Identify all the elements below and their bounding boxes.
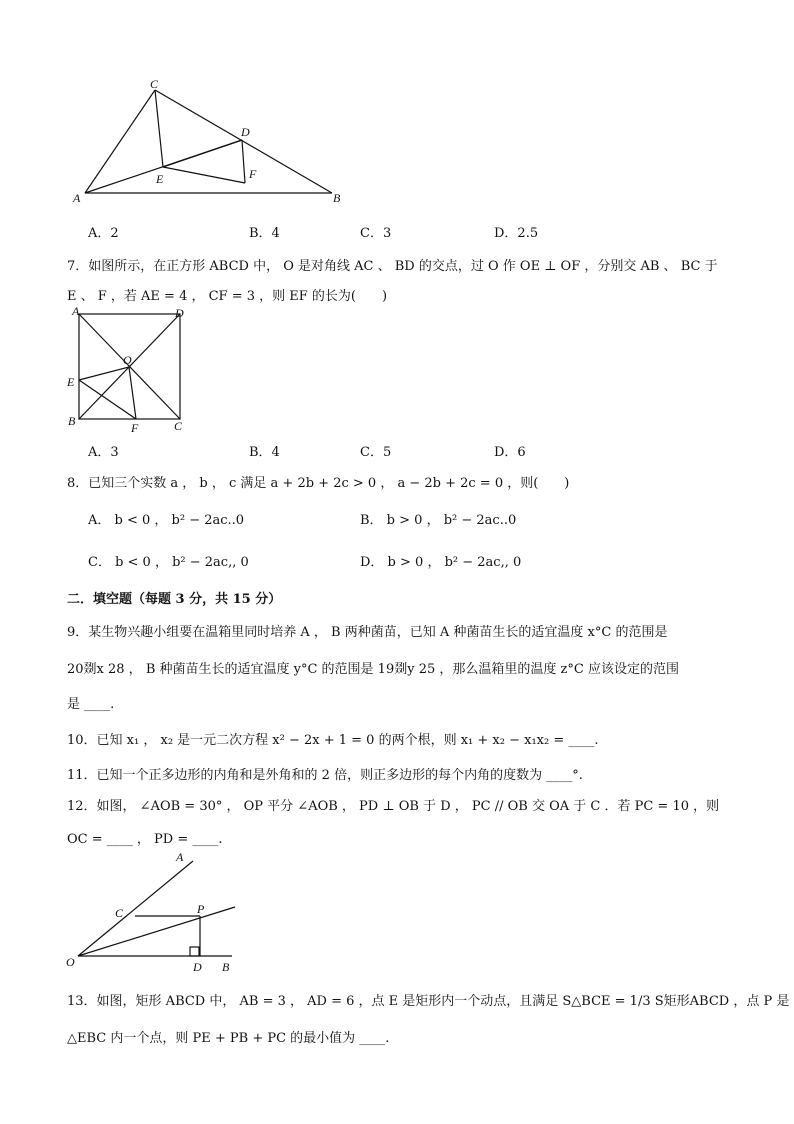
q6-option-d: D．2.5	[494, 226, 539, 241]
square-figure-q7	[64, 305, 194, 435]
q13-stem-line1: 13．如图，矩形 ABCD 中， AB = 3 ， AD = 6 ，点 E 是矩形内一个动点，且满足 S△BCE = 1/3 S矩形ABCD ，点 P 是	[67, 994, 790, 1009]
label-b: B	[222, 960, 230, 974]
label-f: F	[249, 167, 257, 181]
q7-stem-line1: 7．如图所示，在正方形 ABCD 中， O 是对角线 AC 、 BD 的交点，过 O 作 OE ⊥ OF ，分别交 AB 、 BC 于	[67, 259, 718, 274]
q12-stem-line1: 12．如图， ∠AOB = 30° ， OP 平分 ∠AOB ， PD ⊥ OB 于 D ， PC // OB 交 OA 于 C ．若 PC = 10 ，则	[67, 799, 720, 814]
label-a: A	[73, 191, 81, 205]
q7-option-d: D．6	[494, 445, 526, 460]
triangle-figure-q6	[60, 70, 360, 210]
label-o: O	[123, 353, 132, 367]
q6-option-a: A．2	[88, 226, 119, 241]
q8-option-b: B． b > 0 ， b² − 2ac..0	[360, 513, 517, 528]
q10-stem: 10．已知 x₁ ， x₂ 是一元二次方程 x² − 2x + 1 = 0 的两个根，则 x₁ + x₂ − x₁x₂ = ____.	[67, 733, 599, 748]
q6-option-c: C．3	[360, 226, 392, 241]
label-c: C	[115, 906, 124, 920]
q11-stem: 11．已知一个正多边形的内角和是外角和的 2 倍，则正多边形的每个内角的度数为 ____°.	[67, 768, 583, 783]
label-o: O	[66, 955, 75, 969]
label-d: D	[241, 125, 250, 139]
q9-stem-line3: 是 ____.	[67, 697, 115, 712]
q9-stem-line2: 20剟x 28 ， B 种菌苗生长的适宜温度 y°C 的范围是 19剟y 25 ，那么温箱里的温度 z°C 应该设定的范围	[67, 662, 679, 677]
label-c: C	[150, 77, 159, 91]
section-title: 二．填空题（每题 3 分，共 15 分）	[67, 592, 282, 607]
q12-stem-line2: OC = ____ ， PD = ____.	[67, 832, 223, 847]
q7-option-b: B．4	[249, 445, 280, 460]
q6-option-b: B．4	[249, 226, 280, 241]
label-e: E	[67, 375, 75, 389]
q7-option-c: C．5	[360, 445, 392, 460]
q8-option-d: D． b > 0 ， b² − 2ac,, 0	[360, 555, 522, 570]
q8-stem: 8．已知三个实数 a ， b ， c 满足 a + 2b + 2c > 0 ， a − 2b + 2c = 0 ，则( )	[67, 476, 570, 491]
q13-stem-line2: △EBC 内一个点，则 PE + PB + PC 的最小值为 ____.	[67, 1031, 390, 1046]
label-e: E	[156, 172, 164, 186]
label-d: D	[175, 306, 184, 320]
label-f: F	[131, 421, 139, 435]
q7-stem-line2: E 、 F ，若 AE = 4 ， CF = 3 ，则 EF 的长为( )	[67, 289, 388, 304]
label-b: B	[68, 414, 76, 428]
q8-option-a: A． b < 0 ， b² − 2ac..0	[88, 513, 245, 528]
q9-stem-line1: 9．某生物兴趣小组要在温箱里同时培养 A ， B 两种菌苗，已知 A 种菌苗生长的适宜温度 x°C 的范围是	[67, 625, 668, 640]
label-d: D	[193, 960, 202, 974]
label-a: A	[176, 850, 184, 864]
angle-figure-q12	[60, 845, 250, 975]
q8-option-c: C． b < 0 ， b² − 2ac,, 0	[88, 555, 249, 570]
label-p: P	[197, 902, 205, 916]
label-c: C	[174, 419, 183, 433]
label-a: A	[72, 305, 80, 318]
q7-option-a: A．3	[88, 445, 119, 460]
label-b: B	[333, 191, 341, 205]
